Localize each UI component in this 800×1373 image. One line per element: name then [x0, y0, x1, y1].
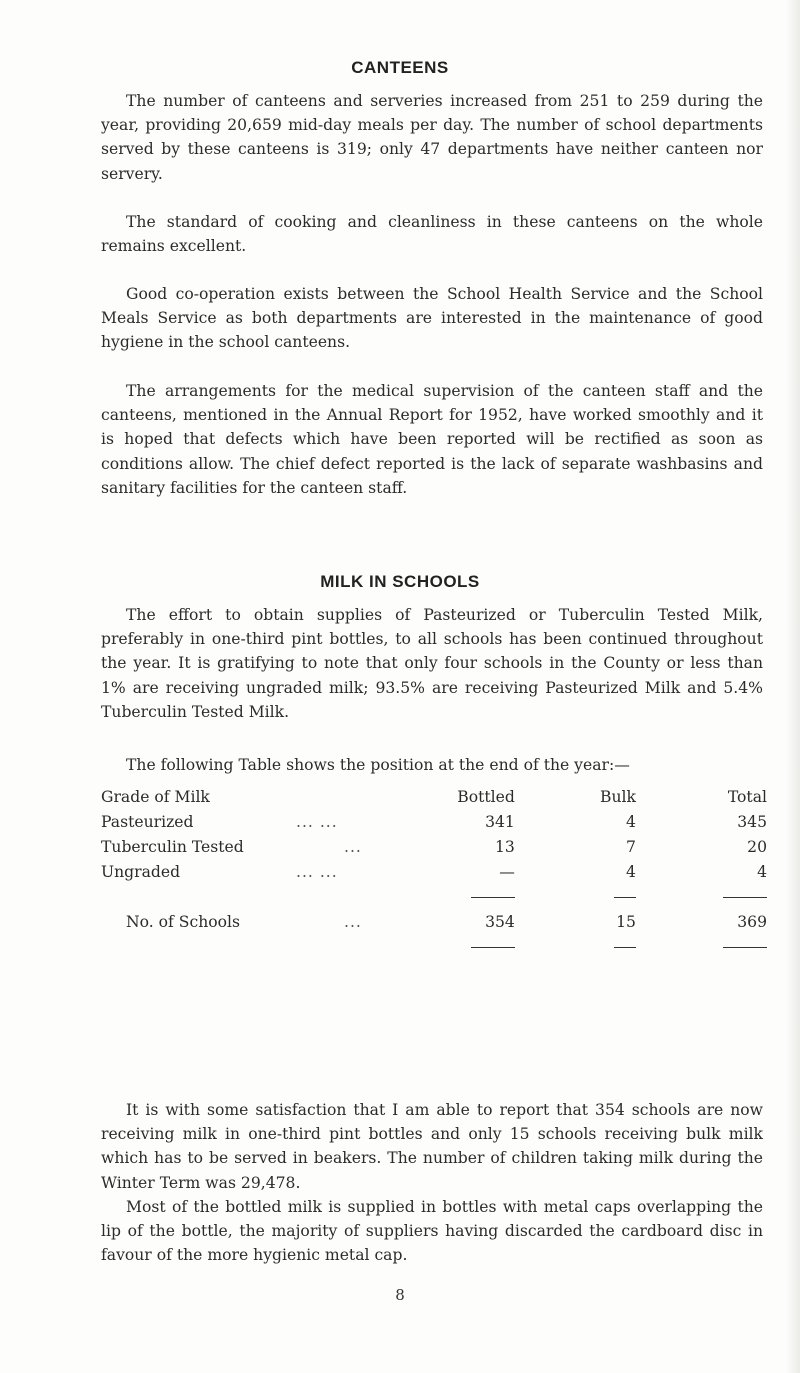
grade-label: Ungraded [101, 862, 181, 881]
grade-label: Pasteurized [101, 812, 194, 831]
canteens-paragraph-3: Good co-operation exists between the School Health Service and the School Meals Service as both departments are interested in the maintenance of good hygiene in the school canteens. [101, 285, 763, 352]
milk-closing-paragraph-2: Most of the bottled milk is supplied in bottles with metal caps overlapping the lip of the bottle, the majority of suppliers having discarded the cardboard disc in favour of the more hygienic metal cap. [101, 1198, 763, 1265]
canteens-paragraph-1: The number of canteens and serveries increased from 251 to 259 during the year, providing 20,659 mid-day meals per day. The number of school departments served by these canteens is 319; only 47 departments have neither canteen nor servery. [101, 92, 763, 183]
bulk-cell: 7 [626, 837, 636, 856]
dot-leader: ... [344, 912, 362, 931]
canteens-paragraph-4: The arrangements for the medical supervision of the canteen staff and the canteens, mentioned in the Annual Report for 1952, have worked smoothly and it is hoped that defects which have been reported will be rectified as soon as conditions allow. The chief defect reported is the lack of separate washbasins and sanitary facilities for the canteen staff. [101, 382, 763, 497]
bottled-cell: 341 [485, 812, 515, 831]
rule-line [614, 897, 636, 898]
rule-line [614, 947, 636, 948]
page-edge-shadow [786, 0, 800, 1373]
table-row [101, 834, 767, 859]
rule-line [471, 947, 515, 948]
grade-label: Tuberculin Tested [101, 837, 244, 856]
bulk-total-cell: 15 [616, 912, 636, 931]
table-intro: The following Table shows the position at the end of the year:— [126, 756, 630, 774]
total-cell: 20 [747, 837, 767, 856]
canteens-paragraph-2: The standard of cooking and cleanliness in these canteens on the whole remains excellent. [101, 213, 763, 256]
header-grade: Grade of Milk [101, 787, 210, 806]
table-header-row [101, 784, 767, 809]
header-bulk: Bulk [600, 787, 636, 806]
grade-cell [101, 834, 383, 859]
header-bottled: Bottled [457, 787, 515, 806]
total-rule-row [101, 934, 767, 959]
rule-line [723, 947, 767, 948]
dot-leader: ... ... [296, 812, 338, 831]
table-row [101, 859, 767, 884]
dot-leader: ... ... [296, 862, 338, 881]
milk-heading: MILK IN SCHOOLS [320, 572, 480, 591]
grade-cell [101, 909, 383, 934]
page-number: 8 [395, 1286, 405, 1304]
table-row [101, 809, 767, 834]
total-cell: 4 [757, 862, 767, 881]
totals-row [101, 909, 767, 934]
grade-cell [101, 859, 383, 884]
subtotal-rule-row [101, 884, 767, 909]
canteens-heading: CANTEENS [351, 58, 449, 77]
grand-total-cell: 369 [737, 912, 767, 931]
milk-closing-paragraph-1: It is with some satisfaction that I am able to report that 354 schools are now receiving milk in one-third pint bottles and only 15 schools receiving bulk milk which has to be served in beakers. The number of children taking milk during the Winter Term was 29,478. [101, 1101, 763, 1192]
bottled-cell: 13 [495, 837, 515, 856]
bulk-cell: 4 [626, 862, 636, 881]
grade-cell [101, 809, 383, 834]
bottled-total-cell: 354 [485, 912, 515, 931]
bulk-cell: 4 [626, 812, 636, 831]
milk-table [101, 784, 767, 959]
bottled-cell: — [499, 862, 515, 881]
rule-line [723, 897, 767, 898]
totals-label: No. of Schools [126, 912, 241, 931]
rule-line [471, 897, 515, 898]
total-cell: 345 [737, 812, 767, 831]
dot-leader: ... [344, 837, 362, 856]
milk-paragraph: The effort to obtain supplies of Pasteurized or Tuberculin Tested Milk, preferably in one-third pint bottles, to all schools has been continued throughout the year. It is gratifying to note that only four schools in the County or less than 1% are receiving ungraded milk; 93.5% are receiving Pasteurized Milk and 5.4% Tuberculin Tested Milk. [101, 606, 763, 721]
header-total: Total [727, 787, 767, 806]
